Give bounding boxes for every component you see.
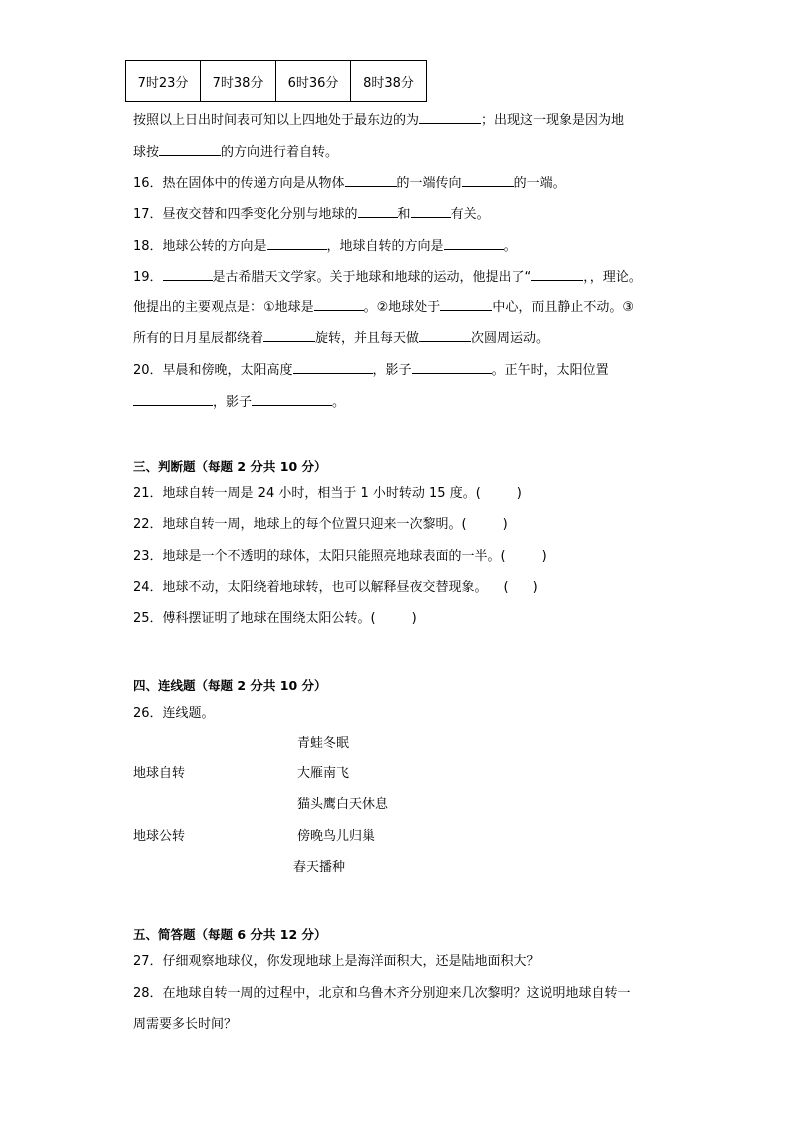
section-heading-short-answer: 五、简答题（每题 6 分共 12 分） xyxy=(133,927,327,942)
answer-blank[interactable] xyxy=(159,142,221,156)
answer-blank[interactable] xyxy=(462,173,514,187)
table-cell: 7时23分 xyxy=(126,61,201,102)
question-text: 19． xyxy=(133,270,163,285)
question-text: ；出现这一现象是因为地 xyxy=(481,113,625,128)
question-22 xyxy=(133,516,508,534)
question-text: 所有的日月星辰都绕着 xyxy=(133,331,264,346)
answer-blank[interactable] xyxy=(263,328,315,342)
question-text: 21．地球自转一周是 24 小时，相当于 1 小时转动 15 度。( xyxy=(133,486,481,501)
question-text: 他提出的主要观点是：①地球是 xyxy=(133,300,314,315)
question-text: 有关。 xyxy=(450,207,490,222)
match-right-item[interactable]: 猫头鹰白天休息 xyxy=(297,797,389,812)
section-heading-matching: 四、连线题（每题 2 分共 10 分） xyxy=(133,678,327,693)
question-text: 20．早晨和傍晚，太阳高度 xyxy=(133,363,293,378)
answer-blank[interactable] xyxy=(345,173,397,187)
question-21 xyxy=(133,485,522,503)
question-text: 。 xyxy=(503,239,517,254)
answer-blank[interactable] xyxy=(444,236,504,250)
question-text: ，，理论。 xyxy=(583,270,642,285)
question-text: ，地球自转的方向是 xyxy=(326,239,444,254)
question-text: 是古希腊天文学家。关于地球和地球的运动，他提出了“ xyxy=(212,270,532,285)
question-text: 旋转，并且每天做 xyxy=(315,331,420,346)
question-19-line-3 xyxy=(133,328,549,348)
question-28-line-2: 周需要多长时间？ xyxy=(133,1017,238,1032)
answer-blank[interactable] xyxy=(252,392,332,406)
answer-blank[interactable] xyxy=(531,267,583,281)
answer-blank[interactable] xyxy=(314,297,364,311)
question-text: 。正午时，太阳位置 xyxy=(491,363,609,378)
match-right-item[interactable]: 春天播种 xyxy=(293,860,346,875)
match-left-item[interactable]: 地球公转 xyxy=(133,829,186,844)
paren-close: ) xyxy=(541,549,547,564)
answer-blank[interactable] xyxy=(419,328,471,342)
question-text: 次圆周运动。 xyxy=(471,331,550,346)
question-15-line-2 xyxy=(133,142,338,162)
table-cell: 8时38分 xyxy=(351,61,427,102)
question-24 xyxy=(133,579,538,597)
question-25 xyxy=(133,610,417,628)
paren-close: ) xyxy=(411,611,417,626)
question-text: 。 xyxy=(332,395,346,410)
match-right-item[interactable]: 大雁南飞 xyxy=(297,766,350,781)
answer-blank[interactable] xyxy=(440,297,492,311)
question-19-line-2 xyxy=(133,297,634,317)
question-text: 17．昼夜交替和四季变化分别与地球的 xyxy=(133,207,358,222)
section-heading-judgement: 三、判断题（每题 2 分共 10 分） xyxy=(133,459,327,474)
answer-blank[interactable] xyxy=(133,392,213,406)
table-cell: 7时38分 xyxy=(201,61,276,102)
question-27: 27．仔细观察地球仪，你发现地球上是海洋面积大，还是陆地面积大？ xyxy=(133,954,540,969)
paren-close: ) xyxy=(502,517,508,532)
question-text: 按照以上日出时间表可知以上四地处于最东边的为 xyxy=(133,113,420,128)
question-15-line-1 xyxy=(133,110,624,130)
question-text: 16．热在固体中的传递方向是从物体 xyxy=(133,176,345,191)
question-23 xyxy=(133,548,547,566)
answer-blank[interactable] xyxy=(293,360,373,374)
question-text: 的一端传向 xyxy=(396,176,462,191)
question-text: ，影子 xyxy=(213,395,253,410)
question-text: 的方向进行着自转。 xyxy=(221,145,339,160)
question-text: 和 xyxy=(397,207,411,222)
question-20-line-1 xyxy=(133,360,609,380)
question-text: 球按 xyxy=(133,145,160,160)
question-text: ，影子 xyxy=(372,363,412,378)
question-text: 中心，而且静止不动。③ xyxy=(492,300,634,315)
answer-blank[interactable] xyxy=(358,204,398,218)
question-text: 22．地球自转一周，地球上的每个位置只迎来一次黎明。( xyxy=(133,517,467,532)
question-20-line-2 xyxy=(133,392,345,412)
answer-blank[interactable] xyxy=(419,110,481,124)
match-right-item[interactable]: 傍晚鸟儿归巢 xyxy=(297,829,376,844)
question-26: 26．连线题。 xyxy=(133,706,215,721)
match-left-item[interactable]: 地球自转 xyxy=(133,766,186,781)
answer-blank[interactable] xyxy=(163,267,213,281)
question-17 xyxy=(133,204,490,224)
answer-blank[interactable] xyxy=(412,360,492,374)
question-19-line-1 xyxy=(133,267,642,287)
answer-blank[interactable] xyxy=(267,236,327,250)
question-16 xyxy=(133,173,566,193)
question-text: 的一端。 xyxy=(513,176,566,191)
question-text: 18．地球公转的方向是 xyxy=(133,239,267,254)
question-text: 25．傅科摆证明了地球在围绕太阳公转。( xyxy=(133,611,376,626)
answer-blank[interactable] xyxy=(411,204,451,218)
paren-open: ( xyxy=(503,580,509,595)
question-28-line-1: 28．在地球自转一周的过程中，北京和乌鲁木齐分别迎来几次黎明？这说明地球自转一 xyxy=(133,986,631,1001)
table-cell: 6时36分 xyxy=(276,61,351,102)
paren-close: ) xyxy=(516,486,522,501)
match-right-item[interactable]: 青蛙冬眠 xyxy=(297,736,350,751)
question-text: 23．地球是一个不透明的球体，太阳只能照亮地球表面的一半。( xyxy=(133,549,506,564)
sunrise-time-table xyxy=(125,60,427,102)
question-text: 。②地球处于 xyxy=(363,300,441,315)
table-row xyxy=(126,61,427,102)
question-text: 24．地球不动，太阳绕着地球转，也可以解释昼夜交替现象。 xyxy=(133,580,488,595)
question-18 xyxy=(133,236,517,256)
paren-close: ) xyxy=(532,580,538,595)
